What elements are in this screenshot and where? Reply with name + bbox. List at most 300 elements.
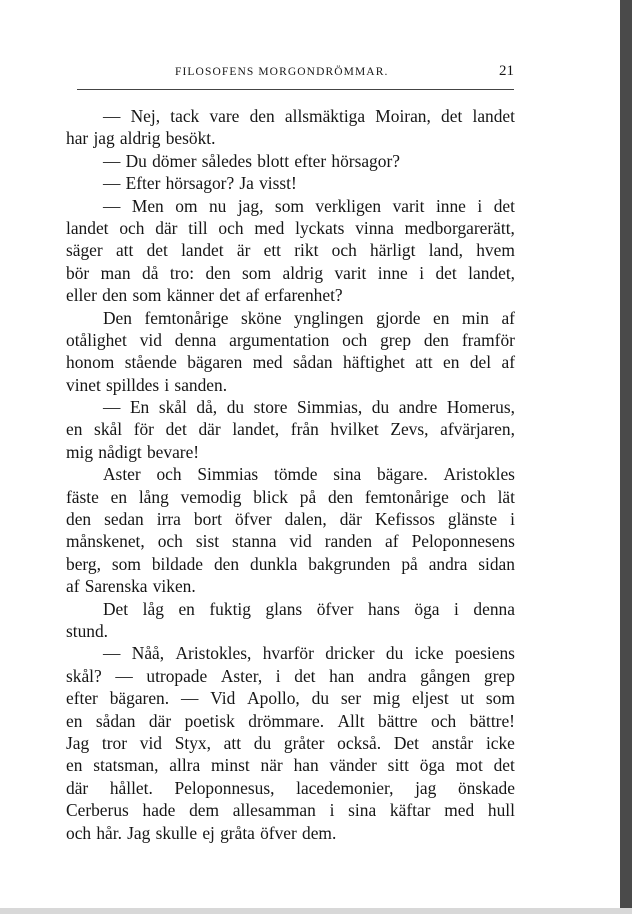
word: för (133, 419, 154, 440)
word: önskade (457, 777, 515, 798)
word: att (115, 240, 134, 261)
word: glans (265, 598, 303, 619)
word: den (423, 329, 449, 350)
word: sist (195, 531, 220, 552)
word: af (385, 531, 399, 552)
word: det (493, 195, 515, 216)
word: öga (414, 598, 440, 619)
word: mot (455, 755, 483, 776)
word: sköne (240, 307, 282, 328)
text-line (66, 217, 515, 239)
word: är (236, 240, 251, 261)
word: som (485, 688, 515, 709)
word: tro: (169, 262, 195, 283)
word: en (66, 755, 83, 776)
word: anstår (431, 732, 474, 753)
word: nu (208, 195, 227, 216)
word: dömer (152, 150, 197, 171)
word: Kefissos (374, 509, 435, 530)
word: med (444, 800, 475, 821)
word: statsman, (93, 755, 159, 776)
word: man (100, 262, 131, 283)
word: Sarenska (84, 576, 148, 597)
word: Men (131, 195, 164, 216)
word: ej (202, 822, 215, 843)
word: och (119, 217, 145, 238)
text-line (66, 374, 515, 396)
text-line (66, 396, 515, 418)
word: viken. (152, 576, 196, 597)
word: blick (253, 486, 288, 507)
word: han (329, 665, 355, 686)
word: — (103, 150, 121, 171)
word: — (180, 688, 199, 709)
word: nådigt (98, 441, 142, 462)
word: har (66, 128, 89, 149)
word: — (103, 397, 121, 418)
word: härligt (370, 240, 416, 261)
word: rikt (294, 240, 319, 261)
word: bakgrunden (308, 553, 391, 574)
word: fuktig (209, 598, 251, 619)
word: aldrig (282, 262, 324, 283)
word: hull (487, 800, 515, 821)
word: öfver (234, 509, 272, 530)
word: bägaren (187, 352, 243, 373)
word: hvem (476, 240, 515, 261)
word: den (249, 106, 275, 126)
word: poetisk (184, 710, 235, 731)
word: vinna (355, 217, 394, 238)
text-line (66, 284, 515, 306)
word: det (435, 262, 457, 283)
text-line (66, 665, 515, 687)
word: du (385, 643, 404, 664)
word: och (66, 822, 92, 843)
word: som (132, 285, 162, 306)
word: gråta (220, 822, 255, 843)
word: känner (166, 285, 215, 306)
word: framför (461, 329, 515, 350)
word: som (111, 553, 141, 574)
word: det (294, 665, 316, 686)
word: den (102, 285, 128, 306)
word: af (66, 576, 80, 597)
text-line (66, 239, 515, 261)
word: glänste (447, 509, 498, 530)
word: det (441, 106, 463, 126)
word: En (129, 397, 150, 418)
word: argumentation (229, 329, 330, 350)
word: du (311, 688, 330, 709)
word: med (254, 217, 285, 238)
word: således (201, 150, 252, 171)
word: landet, (232, 419, 280, 440)
word: öfver (260, 822, 297, 843)
word: drömmare. (248, 710, 325, 731)
word: blott (257, 150, 290, 171)
word: en (443, 352, 460, 373)
word: lång (138, 486, 169, 507)
word: vinet (66, 374, 101, 395)
word: honom (66, 352, 115, 373)
word: också. (337, 732, 382, 753)
text-line (66, 127, 515, 149)
word: andra (428, 553, 468, 574)
word: sidan (478, 553, 515, 574)
word: den (327, 486, 354, 507)
word: och (431, 710, 457, 731)
word: på (299, 486, 317, 507)
word: eller (66, 285, 97, 306)
word: af (501, 307, 515, 328)
text-line (66, 105, 515, 127)
word: bägaren. (109, 688, 170, 709)
header-rule (77, 89, 514, 90)
word: i (329, 800, 335, 821)
word: dem. (302, 822, 337, 843)
word: stående (124, 352, 177, 373)
word: bort (193, 509, 222, 530)
text-line (66, 620, 515, 642)
word: hade (142, 800, 176, 821)
word: inne (377, 262, 408, 283)
word: grep (380, 329, 412, 350)
word: Nej, (130, 106, 161, 126)
word: som (242, 262, 272, 283)
word: hörsagor? (331, 150, 400, 171)
word: andra (367, 665, 407, 686)
word: Aristokles (443, 464, 515, 485)
word: gjorde (376, 307, 421, 328)
word: visst! (259, 173, 297, 194)
word: denna (473, 598, 515, 619)
word: månskenet, (66, 531, 145, 552)
text-line (66, 418, 515, 440)
word: varit (334, 262, 367, 283)
word: öga (419, 755, 445, 776)
word: ut (460, 688, 475, 709)
word: allsmäktiga (284, 106, 366, 126)
word: gången (420, 665, 471, 686)
page-header (77, 63, 514, 83)
word: — (103, 106, 121, 126)
word: Peloponnesens (411, 531, 515, 552)
word: ser (340, 688, 362, 709)
text-line (66, 150, 515, 172)
word: grep (484, 665, 515, 686)
word: tror (101, 732, 128, 753)
word: hvarför (262, 643, 314, 664)
text-line (66, 463, 515, 485)
word: denna (174, 329, 217, 350)
word: erfarenhet? (264, 285, 343, 306)
word: den (66, 509, 92, 530)
word: jag, (237, 195, 264, 216)
word: eljest (411, 688, 449, 709)
word: stund. (66, 620, 109, 641)
word: allesamman (232, 800, 316, 821)
word: att (415, 352, 433, 373)
word: del (469, 352, 492, 373)
word: låg (142, 598, 164, 619)
word: mig (66, 441, 94, 462)
word: hållet. (109, 777, 153, 798)
word: inne (435, 195, 466, 216)
word: bättre (378, 710, 418, 731)
word: otålighet (66, 329, 127, 350)
word: sanden. (174, 374, 228, 395)
text-line (66, 508, 515, 530)
word: den (205, 262, 231, 283)
word: hår. (96, 822, 122, 843)
word: sina (348, 800, 377, 821)
word: ynglingen (294, 307, 364, 328)
word: i (454, 598, 459, 619)
word: vemodig (180, 486, 242, 507)
text-line (66, 642, 515, 664)
word: spilldes (106, 374, 160, 395)
word: Peloponnesus, (174, 777, 275, 798)
word: Homerus, (446, 397, 515, 418)
word: du (253, 732, 272, 753)
word: dem (189, 800, 220, 821)
word: Efter (125, 173, 161, 194)
word: hans (367, 598, 400, 619)
word: Den (103, 307, 132, 328)
word: Ja (239, 173, 254, 194)
word: bör (66, 262, 90, 283)
word: i (419, 262, 425, 283)
text-line (66, 486, 515, 508)
word: på (401, 553, 418, 574)
text-line (66, 687, 515, 709)
word: afvärjaren, (440, 419, 515, 440)
word: Det (393, 732, 419, 753)
word: lät (497, 486, 515, 507)
word: allra (169, 755, 201, 776)
word: han (293, 755, 319, 776)
word: landet (66, 217, 109, 238)
word: stanna (232, 531, 277, 552)
word: det (219, 285, 241, 306)
word: hvilket (330, 419, 379, 440)
word: ett (263, 240, 281, 261)
word: en (66, 710, 83, 731)
word: sedan (104, 509, 144, 530)
word: vid (289, 531, 312, 552)
word: och (156, 464, 182, 485)
word: mig (373, 688, 401, 709)
word: utropade (146, 665, 208, 686)
word: Styx, (174, 732, 211, 753)
word: landet (181, 240, 224, 261)
text-line (66, 262, 515, 284)
word: Jag (66, 732, 90, 753)
word: bägare. (377, 464, 428, 485)
word: bättre! (469, 710, 515, 731)
word: att (223, 732, 242, 753)
word: skål (94, 419, 123, 440)
word: fäste (66, 486, 99, 507)
word: Apollo, (247, 688, 300, 709)
word: i (477, 195, 483, 216)
page-number: 21 (499, 63, 514, 79)
text-line (66, 754, 515, 776)
word: då, (196, 397, 218, 418)
page-edge-shadow (620, 0, 632, 914)
word: vid (139, 329, 162, 350)
word: Simmias (197, 464, 259, 485)
word: Jag (127, 822, 151, 843)
word: — (103, 195, 121, 216)
word: femtonårige (364, 486, 449, 507)
word: Allt (337, 710, 365, 731)
running-head: FILOSOFENS MORGONDRÖMMAR. (175, 66, 389, 78)
word: hörsagor? (165, 173, 235, 194)
word: af (245, 285, 260, 306)
word: store (253, 397, 288, 418)
word: gråter (283, 732, 325, 753)
text-line (66, 732, 515, 754)
word: Aster, (220, 665, 263, 686)
word: dalen, (284, 509, 327, 530)
word: vare (209, 106, 240, 126)
word: det (493, 755, 515, 776)
word: — (103, 173, 121, 194)
word: i (164, 374, 170, 395)
text-line (66, 799, 515, 821)
word: du (371, 397, 390, 418)
word: — (115, 665, 133, 686)
word: och (157, 531, 183, 552)
word: minst (211, 755, 250, 776)
word: vänder (329, 755, 377, 776)
text-line (66, 777, 515, 799)
text-line (66, 553, 515, 575)
word: efter (294, 150, 327, 171)
word: där (155, 217, 178, 238)
word: bevare! (146, 441, 200, 462)
word: tack (170, 106, 200, 126)
word: när (260, 755, 283, 776)
word: där (66, 777, 89, 798)
text-line (66, 329, 515, 351)
word: Zevs, (390, 419, 429, 440)
word: där (198, 419, 221, 440)
word: den (213, 553, 240, 574)
word: en (178, 598, 195, 619)
word: i (510, 509, 515, 530)
word: land, (428, 240, 463, 261)
word: tömde (273, 464, 318, 485)
text-line (66, 575, 515, 597)
word: med (252, 352, 283, 373)
word: Simmias, (296, 397, 363, 418)
word: vid (139, 732, 162, 753)
word: landet, (468, 262, 515, 283)
word: Du (125, 150, 147, 171)
word: Vid (210, 688, 236, 709)
page-bottom-edge (0, 908, 632, 914)
word: sitt (387, 755, 409, 776)
text-line (66, 195, 515, 217)
word: min (461, 307, 489, 328)
word: skulle (155, 822, 198, 843)
word: landet (472, 106, 515, 126)
word: du (226, 397, 245, 418)
word: Det (103, 598, 129, 619)
word: käftar (389, 800, 431, 821)
word: jag (415, 777, 437, 798)
word: en (433, 307, 450, 328)
word: jag (93, 128, 115, 149)
word: lyckats (295, 217, 345, 238)
word: varit (392, 195, 425, 216)
word: andre (398, 397, 438, 418)
text-line (66, 822, 515, 844)
word: lacedemonier, (296, 777, 394, 798)
word: och (460, 486, 486, 507)
word: Moiran, (375, 106, 431, 126)
word: skål (158, 397, 187, 418)
word: och (342, 329, 368, 350)
text-line (66, 710, 515, 732)
word: icke (414, 643, 444, 664)
text-line (66, 172, 515, 194)
word: säger (66, 240, 103, 261)
word: — (103, 643, 121, 664)
word: till (188, 217, 208, 238)
word: Aster (103, 464, 141, 485)
word: det (165, 419, 187, 440)
word: och (331, 240, 357, 261)
word: skål? (66, 665, 102, 686)
text-line (66, 441, 515, 463)
word: sina (333, 464, 362, 485)
word: randen (324, 531, 373, 552)
word: i (275, 665, 281, 686)
word: efter (66, 688, 98, 709)
word: det (146, 240, 168, 261)
word: där (339, 509, 362, 530)
word: om (175, 195, 198, 216)
word: femtonårige (144, 307, 229, 328)
word: icke (485, 732, 515, 753)
word: en (66, 419, 83, 440)
word: där (148, 710, 172, 731)
word: dunkla (250, 553, 298, 574)
text-line (66, 307, 515, 329)
word: då (142, 262, 159, 283)
word: häftighet (343, 352, 405, 373)
word: medborgarerätt, (404, 217, 515, 238)
word: Nåå, (131, 643, 165, 664)
word: från (290, 419, 319, 440)
word: af (501, 352, 515, 373)
word: Cerberus (66, 800, 129, 821)
word: irra (156, 509, 181, 530)
word: öfver (316, 598, 354, 619)
word: besökt. (165, 128, 216, 149)
word: sådan (95, 710, 136, 731)
word: poesiens (455, 643, 515, 664)
word: en (110, 486, 128, 507)
word: bildade (151, 553, 203, 574)
word: berg, (66, 553, 101, 574)
word: och (218, 217, 244, 238)
word: Aristokles, (175, 643, 252, 664)
